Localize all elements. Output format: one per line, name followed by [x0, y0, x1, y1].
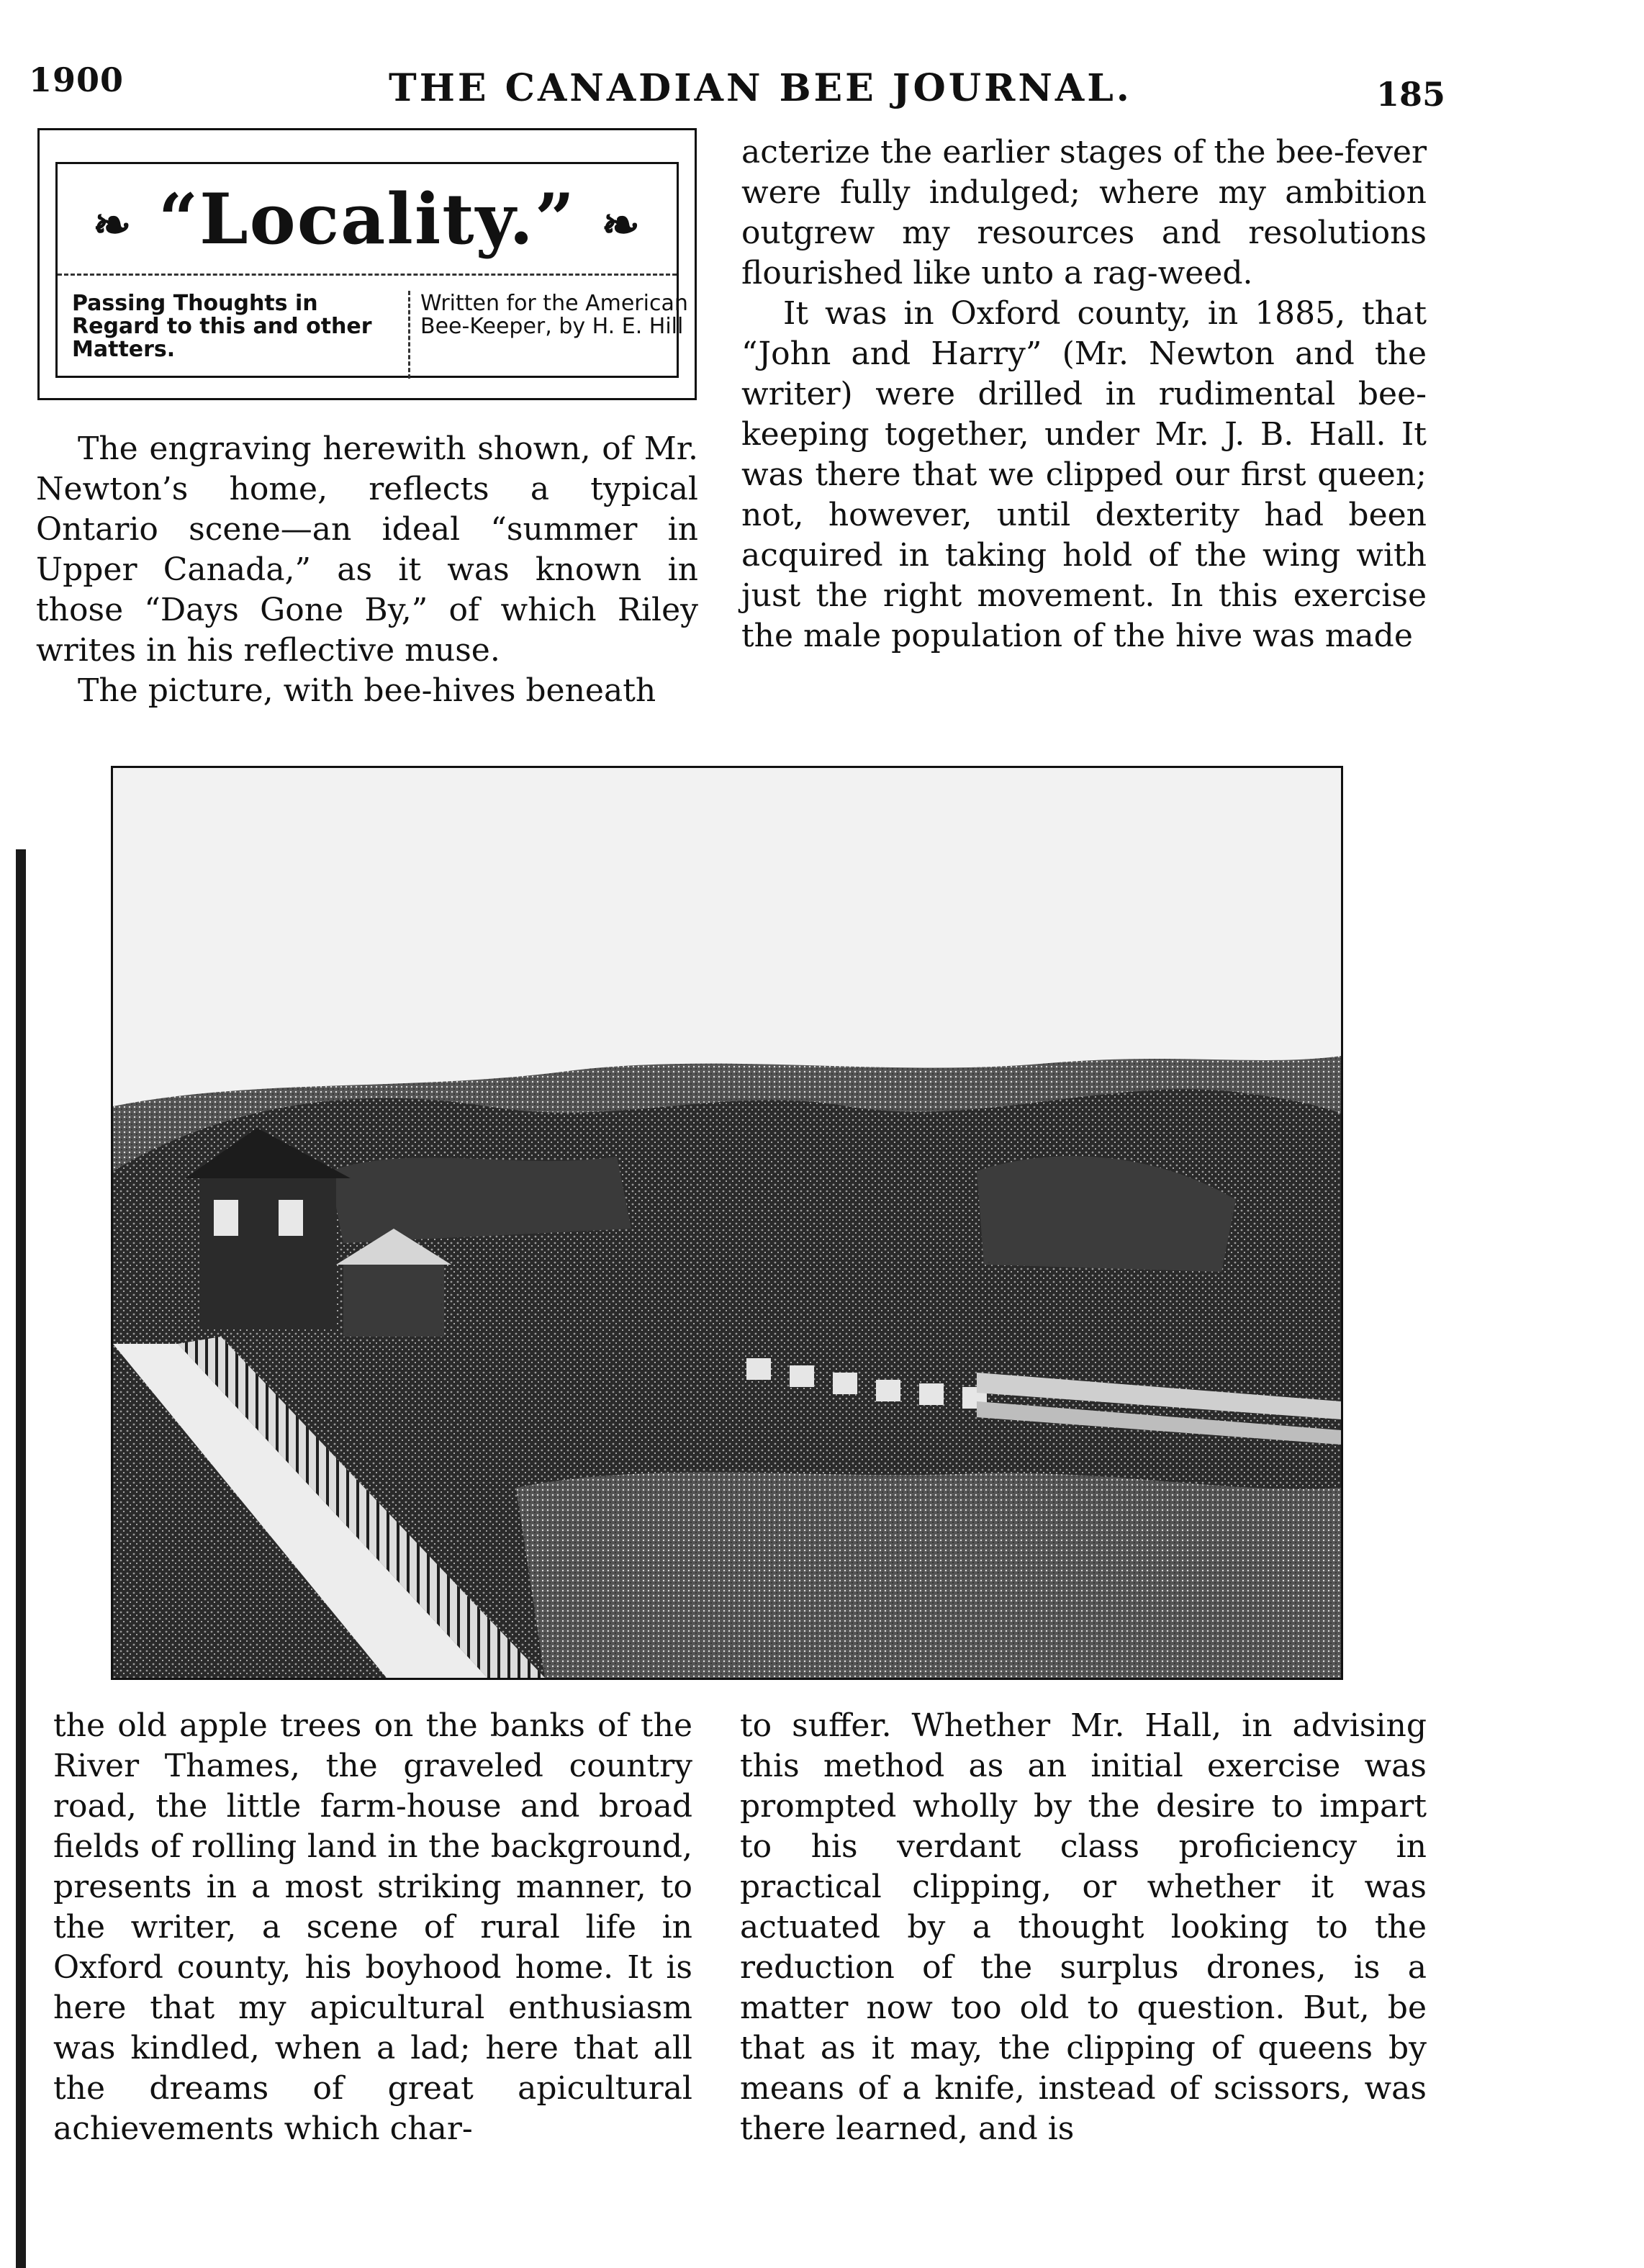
paragraph: The engraving herewith shown, of Mr. Newton’s home, reflects a typical Ontario scene—an ideal “summer in Upper Canada,” as it was known in those “Days Gone By,” of which Riley writes in his reflective muse. [36, 430, 698, 669]
column-left-top [36, 429, 698, 711]
page-header [0, 0, 1644, 130]
paragraph: acterize the earlier stages of the bee-fever were fully indulged; where my ambition outgrew my resources and resolutions flourished like unto a rag-weed. [741, 134, 1427, 292]
paragraph: The picture, with bee-hives beneath [78, 672, 656, 709]
ornament-left-icon: ❧ [92, 198, 133, 253]
title-divider [58, 274, 677, 276]
article-subtitle: Passing Thoughts in Regard to this and other Matters. [72, 291, 372, 362]
scan-binding-edge [16, 849, 26, 2268]
article-title-frame [55, 162, 688, 378]
header-year: 1900 [29, 60, 125, 99]
page-number: 185 [1376, 75, 1446, 114]
column-right-top [741, 132, 1427, 656]
column-right-bottom [740, 1706, 1427, 2149]
column-left-bottom [53, 1706, 692, 2149]
article-byline: Written for the American Bee-Keeper, by H. E. Hill [420, 291, 688, 339]
paragraph: the old apple trees on the banks of the River Thames, the graveled country road, the little farm-house and broad fields of rolling land in the background, presents in a most striking manner, to the writer, a scene of rural life in Oxford county, his boyhood home. It is here that my apicultural enthusiasm was kindled, when a lad; here that all the dreams of great apicultural achievements which char- [53, 1707, 692, 2147]
engraving-illustration [113, 768, 1341, 1678]
article-title: “Locality.” [158, 179, 577, 260]
article-title-box [37, 128, 697, 400]
paragraph: to suffer. Whether Mr. Hall, in advising this method as an initial exercise was prompted wholly by the desire to impart to his verdant class proficiency in practical clipping, or whether it was actuated by a thought looking to the reduction of the surplus drones, is a matter now too old to question. But, be that as it may, the clipping of queens by means of a knife, instead of scissors, was there learned, and is [740, 1707, 1427, 2147]
paragraph: It was in Oxford county, in 1885, that “John and Harry” (Mr. Newton and the writer) were drilled in rudimental bee-keeping together, under Mr. J. B. Hall. It was there that we clipped our first queen; not, however, until dexterity had been acquired in taking hold of the wing with just the right movement. In this exercise the male population of the hive was made [741, 295, 1427, 654]
article-title-line [58, 179, 677, 260]
journal-title: THE CANADIAN BEE JOURNAL. [389, 66, 1132, 110]
ornament-right-icon: ❧ [601, 198, 642, 253]
engraving-farm-scene [111, 766, 1343, 1680]
subtitle-divider [408, 291, 410, 379]
